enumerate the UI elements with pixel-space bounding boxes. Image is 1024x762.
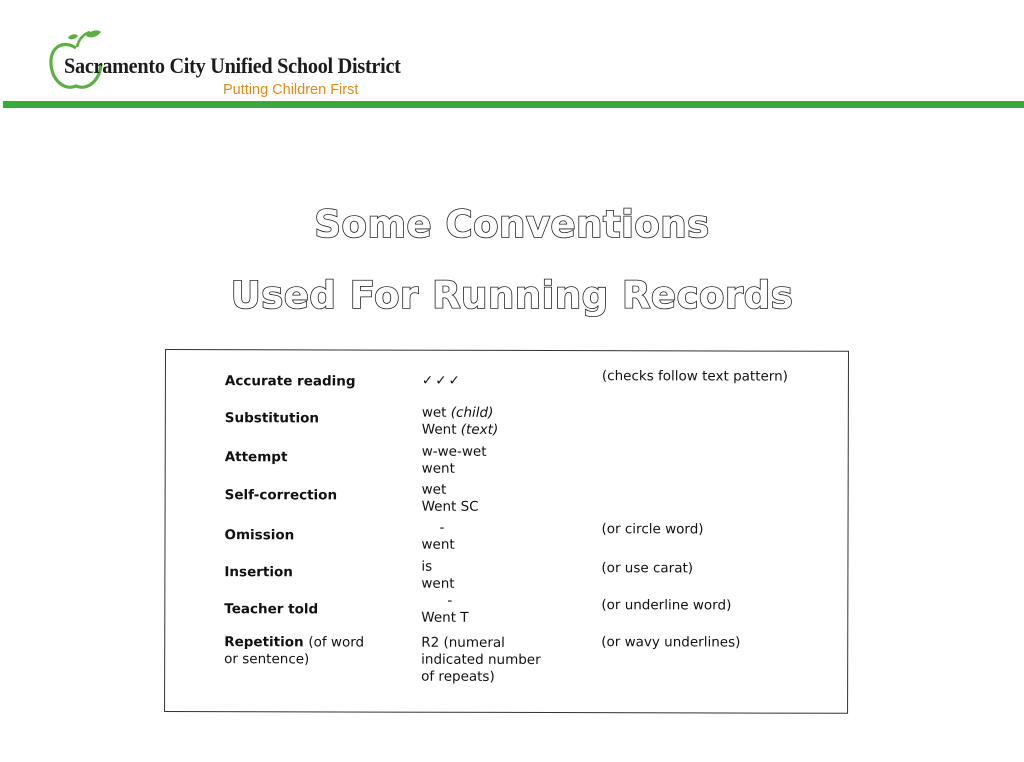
- example-line: wet: [421, 481, 447, 498]
- example-line: [422, 520, 445, 537]
- example-line: went: [421, 575, 455, 592]
- term-label: Self-correction: [224, 487, 338, 504]
- term-label: Substitution: [224, 410, 319, 427]
- table-row: [166, 519, 848, 553]
- example-line: Went SC: [421, 498, 479, 515]
- term-main: Repetition: [224, 634, 304, 651]
- term-label: Omission: [224, 527, 295, 544]
- table-row: [165, 558, 847, 592]
- district-name: Sacramento City Unified School District: [64, 53, 401, 78]
- example-line: of repeats): [421, 668, 495, 685]
- example-line: went: [421, 536, 455, 553]
- example-line: R2 (numeral: [421, 634, 505, 651]
- term-label-line2: or sentence): [224, 651, 310, 668]
- term-extra: (of word: [308, 634, 365, 651]
- term-label: [224, 634, 364, 651]
- example-text: Went: [421, 421, 457, 438]
- term-label: Teacher told: [224, 601, 319, 618]
- example-line: [422, 422, 498, 439]
- example-line: Went T: [421, 609, 469, 626]
- term-label: Accurate reading: [224, 373, 356, 390]
- slide-title-line-2: Used For Running Records: [230, 274, 794, 317]
- table-row: [166, 443, 848, 477]
- check-marks: ✓✓✓: [421, 372, 462, 389]
- note-text: (or wavy underlines): [601, 634, 741, 651]
- example-line: indicated number: [421, 651, 541, 668]
- example-line: w-we-wet: [421, 443, 487, 460]
- table-row: [166, 404, 848, 438]
- example-line: went: [421, 460, 455, 477]
- table-row: [165, 634, 847, 685]
- table-row: [165, 592, 847, 626]
- example-text-tag: (text): [460, 421, 499, 438]
- note-text: (or use carat): [601, 560, 694, 577]
- example-child: wet: [421, 404, 447, 421]
- term-label: Insertion: [224, 564, 293, 581]
- term-label: Attempt: [224, 449, 288, 466]
- conventions-table: [164, 349, 849, 714]
- told-mark: -: [447, 592, 453, 609]
- header-divider: [3, 101, 1024, 108]
- omission-mark: -: [439, 519, 445, 536]
- example-child-tag: (child): [450, 404, 494, 421]
- table-row: [166, 481, 848, 515]
- district-tagline: Putting Children First: [223, 82, 359, 98]
- table-row: [166, 368, 848, 390]
- note-text: (checks follow text pattern): [601, 368, 788, 385]
- example-line: [421, 593, 452, 610]
- header: [0, 0, 1024, 112]
- note-text: (or underline word): [601, 597, 732, 614]
- slide-title-line-1: Some Conventions: [314, 203, 710, 246]
- example-line: is: [421, 558, 433, 575]
- example-line: [422, 405, 494, 422]
- note-text: (or circle word): [601, 521, 704, 538]
